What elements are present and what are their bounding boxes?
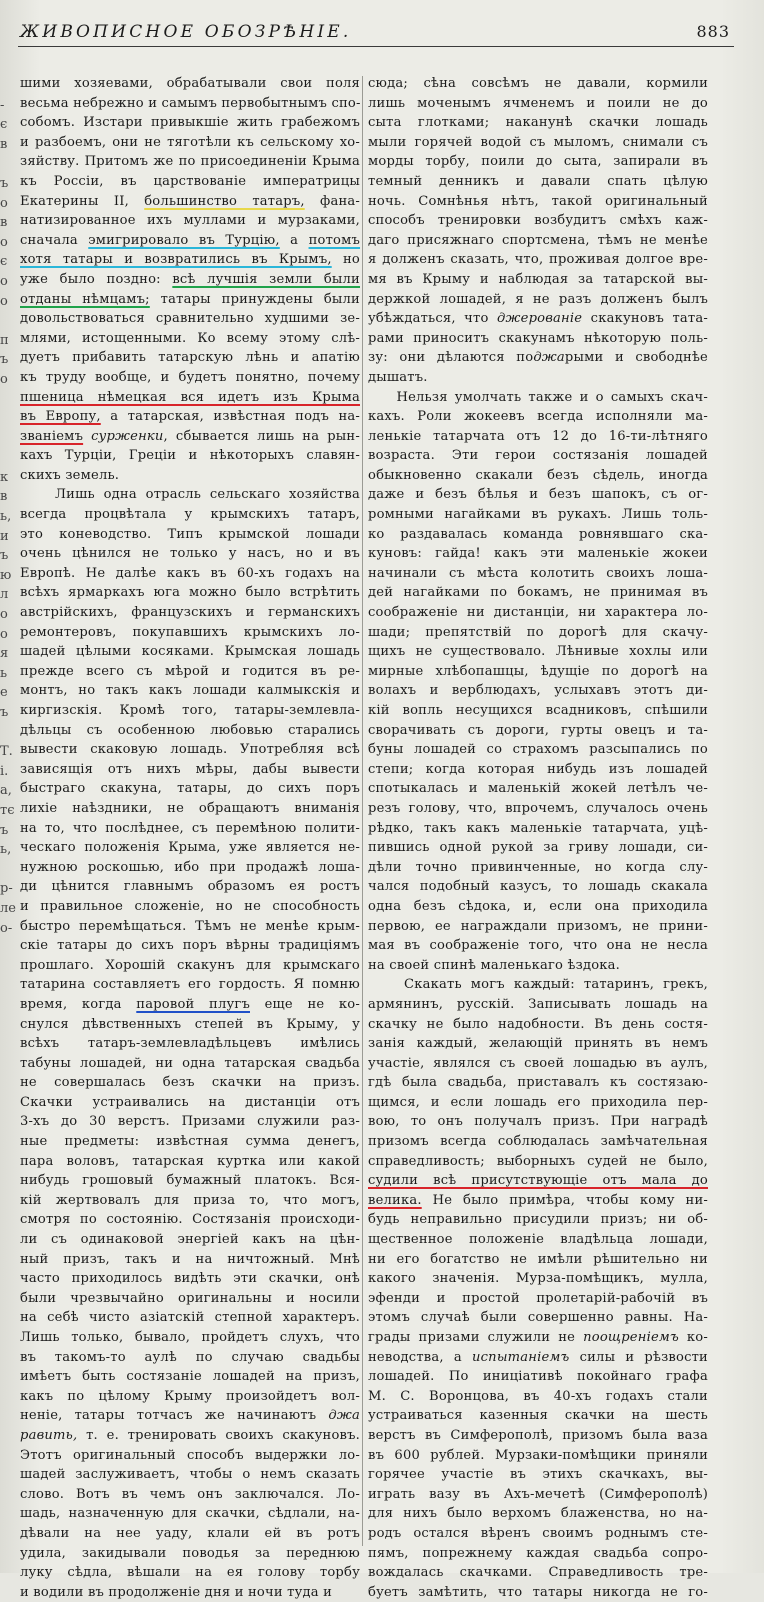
left-margin-fragments	[0, 76, 14, 1585]
right-line: темный денникъ и давали спать цѣлую	[368, 173, 708, 189]
margin-fragment: и	[0, 528, 9, 544]
right-line: дѣли точно привинченные, но когда слу-	[368, 859, 708, 875]
right-line: кахъ. Роли жокеевъ всегда исполняли ма-	[368, 409, 708, 425]
margin-fragment: о	[0, 293, 8, 309]
left-line: млями, истощенными. Ко всему этому слѣ-	[20, 330, 360, 346]
margin-fragment	[0, 429, 14, 449]
left-line: дѣльцы съ особенною любовью старались	[20, 722, 360, 738]
left-line: время, когда паровой плугъ еще не ко-	[20, 996, 360, 1012]
right-line: буны лошадей со страхомъ разсыпались по	[368, 742, 708, 758]
margin-fragment	[0, 1056, 14, 1076]
right-line: пившись одной рукой за гриву лошади, си-	[368, 840, 708, 856]
left-line: очень цѣнился не только у насъ, но и въ	[20, 546, 360, 562]
margin-fragment	[0, 1330, 14, 1350]
left-line: равить, т. е. тренировать своихъ скакуновъ.	[20, 1427, 360, 1443]
left-line: званіемъ сурженки, сбывается лишь на рын-	[20, 428, 360, 444]
left-line: къ труду вообще, и будетъ понятно, почему	[20, 369, 360, 385]
left-line: нужною роскошью, ибо при продажѣ лоша-	[20, 859, 360, 875]
margin-fragment	[0, 1467, 14, 1487]
left-line: 3-хъ до 30 верстъ. Призами служили раз-	[20, 1114, 360, 1130]
right-line: устраиваться казенныя скачки на шесть	[368, 1408, 708, 1424]
left-line: Европѣ. Не далѣе какъ въ 60-хъ годахъ на	[20, 565, 360, 581]
left-line: быстро перемѣщаться. Тѣмъ не менѣе крым-	[20, 918, 360, 934]
right-line: ни его богатство не имѣли рѣшительно ни	[368, 1251, 708, 1267]
margin-fragment	[0, 1271, 14, 1291]
left-line: были чрезвычайно оригинальны и носили	[20, 1290, 360, 1306]
margin-fragment: і.	[0, 763, 9, 779]
margin-fragment	[0, 977, 14, 997]
left-line: отданы нѣмцамъ; татары принуждены были	[20, 291, 360, 307]
left-line: шими хозяевами, обрабатывали свои поля	[20, 76, 360, 91]
margin-fragment	[0, 938, 14, 958]
margin-fragment	[0, 1291, 14, 1311]
left-line: ные предметы: извѣстная сумма денегъ,	[20, 1134, 360, 1150]
margin-fragment	[0, 1232, 14, 1252]
margin-fragment	[0, 448, 14, 468]
left-line: Этотъ оригинальный способъ выдержки ло-	[20, 1447, 360, 1463]
margin-fragment	[0, 1428, 14, 1448]
right-line: щихъ не существовало. Лѣнивые хохлы или	[368, 644, 708, 660]
left-line: вывести скаковую лошадь. Употребляя всѣ	[20, 742, 360, 758]
right-line: играть вазу въ Ахъ-мечетѣ (Симферополѣ)	[368, 1486, 708, 1502]
margin-fragment	[0, 390, 14, 410]
right-line: лошадей. По иниціативѣ покойнаго графа	[368, 1369, 708, 1385]
margin-fragment	[0, 311, 14, 331]
left-line: всѣхъ татаръ-землевладѣльцевъ имѣлись	[20, 1036, 360, 1052]
margin-fragment	[0, 1134, 14, 1154]
margin-fragment: о	[0, 371, 8, 387]
margin-fragment	[0, 1310, 14, 1330]
margin-fragment: о	[0, 273, 8, 289]
margin-fragment	[0, 1350, 14, 1370]
right-line: рѣдко, такъ какъ маленькіе татарчата, уцѣ-	[368, 820, 708, 836]
right-line: занія каждый, желающій принять въ немъ	[368, 1036, 708, 1052]
margin-fragment: е	[0, 685, 8, 701]
margin-fragment: ъ	[0, 352, 9, 368]
margin-fragment: ъ	[0, 175, 9, 191]
right-line: рами приноситъ скакунамъ нѣкоторую поль-	[368, 330, 708, 346]
right-line: куновъ: гайда! какъ эти маленькіе жокеи	[368, 546, 708, 562]
left-line: австрійскихъ, французскихъ и германскихъ	[20, 605, 360, 621]
margin-fragment: р-	[0, 881, 13, 897]
left-line: шадей заслуживаетъ, чтобы о немъ сказать	[20, 1467, 360, 1483]
left-line: табуны лошадей, ни одна татарская свадьба	[20, 1055, 360, 1071]
right-line: М. С. Воронцова, въ 40-хъ годахъ стали	[368, 1388, 708, 1404]
left-line: удила, закидывали поводья за переднюю	[20, 1545, 360, 1561]
margin-fragment	[0, 1173, 14, 1193]
left-line: въ Европу, а татарская, извѣстная подъ на-	[20, 409, 360, 425]
right-line: обыкновенно скакали безъ сѣдель, иногда	[368, 467, 708, 483]
right-line: ночь. Сомнѣнья нѣтъ, такой оригинальный	[368, 193, 708, 209]
right-line: велика. Не было примѣра, чтобы кому ни-	[368, 1192, 708, 1208]
left-line: Лишь только, бывало, пройдетъ слухъ, что	[20, 1330, 360, 1345]
margin-fragment	[0, 997, 14, 1017]
right-line: возраста. Эти герои состязанія лошадей	[368, 448, 708, 464]
left-line: и водили въ продолженіе дня и ночи туда и	[20, 1584, 333, 1600]
margin-fragment: ле	[0, 900, 16, 916]
left-line: монтъ, но такъ какъ лошади калмыкскія и	[20, 683, 360, 699]
left-line: и разбоемъ, они не тяготѣли къ сельскому хо-	[20, 134, 360, 150]
left-line: шадь, назначенную для скачки, сѣдлали, на-	[20, 1506, 360, 1522]
right-line: мирные хлѣбопашцы, ѣдущіе по дорогѣ на	[368, 663, 708, 679]
left-line: прежде всего съ мѣрой и годится въ ре-	[20, 663, 360, 679]
margin-fragment	[0, 1506, 14, 1526]
margin-fragment: є	[0, 117, 8, 133]
right-line: резъ голову, что, впрочемъ, случалось очень	[368, 800, 708, 816]
right-line: первою, ее награждали призомъ, не прини-	[368, 918, 708, 934]
margin-fragment: -	[0, 97, 5, 113]
margin-fragment	[0, 1114, 14, 1134]
left-line: имѣетъ быть состязаніе лошадей на призъ,	[20, 1369, 360, 1385]
margin-fragment: ь,	[0, 509, 12, 525]
right-line: въ 600 рублей. Мурзаки-помѣщики приняли	[368, 1447, 708, 1463]
right-line: Скакать могъ каждый: татаринъ, грекъ,	[368, 977, 708, 993]
right-line: сворачивать съ дороги, гурты овецъ и та-	[368, 722, 708, 738]
margin-fragment	[0, 860, 14, 880]
page-number: 883	[696, 22, 730, 41]
left-line: шадей цѣлыми косяками. Крымская лошадь	[20, 644, 360, 660]
right-line: ромными нагайками въ рукахъ. Лишь толь-	[368, 507, 708, 523]
right-line: участіе, являлся съ своей лошадью въ аулъ,	[368, 1055, 708, 1071]
margin-fragment: я	[0, 646, 9, 662]
margin-fragment: ь	[0, 665, 8, 681]
margin-fragment	[0, 1565, 14, 1585]
right-line: этомъ случаѣ были совершенно равны. На-	[368, 1310, 708, 1326]
left-line: какъ по цѣлому Крыму произойдетъ вол-	[20, 1388, 360, 1404]
right-line: призомъ всегда соблюдалась замѣчательная	[368, 1134, 708, 1150]
right-line: мя въ Крыму и наблюдая за татарской вы-	[368, 271, 708, 287]
left-line: дѣвали на нее уаду, клали ей въ ротъ	[20, 1525, 360, 1541]
margin-fragment: ю	[0, 567, 12, 583]
right-line: чался подобный казусъ, то лошадь скакала	[368, 879, 708, 895]
margin-fragment: о	[0, 607, 8, 623]
column-divider	[362, 76, 363, 1546]
left-line: кій жертвовалъ для приза то, что могъ,	[20, 1192, 360, 1208]
right-line: справедливость; выборныхъ судей не было,	[368, 1153, 708, 1169]
left-line: къ Россіи, въ царствованіе императрицы	[20, 173, 360, 189]
margin-fragment	[0, 1154, 14, 1174]
right-column	[368, 74, 708, 1602]
right-line: какого значенія. Мурза-помѣщикъ, мулла,	[368, 1271, 708, 1287]
right-line: скачку не было надобности. Въ день состя-	[368, 1016, 708, 1032]
left-line: пара воловъ, татарская куртка или какой	[20, 1153, 360, 1169]
left-line: быстраго скакуна, татары, до сихъ поръ	[20, 781, 360, 797]
left-line: довольствоваться сравнительно худшими зе-	[20, 311, 360, 327]
right-line: степи; когда которая нибудь изъ лошадей	[368, 761, 708, 777]
margin-fragment	[0, 76, 14, 96]
left-line: не совершалась безъ скачки на призъ.	[20, 1075, 360, 1091]
right-line: лишь моченымъ ячменемъ и поили не до	[368, 95, 708, 111]
margin-fragment	[0, 1448, 14, 1468]
left-line: Лишь одна отрасль сельскаго хозяйства	[20, 487, 360, 503]
right-line: неводства, а испытаніемъ силы и рѣзвости	[368, 1349, 708, 1365]
right-line: убѣждаться, что джерованіе скакуновъ тата-	[368, 311, 708, 327]
right-line: будь неправильно присудили призъ; ни об-	[368, 1212, 708, 1228]
margin-fragment: в	[0, 489, 8, 505]
margin-fragment: о	[0, 195, 8, 211]
left-line: снулся дѣвственныхъ степей въ Крыму, у	[20, 1016, 360, 1032]
right-line: мыли горячей водой съ мыломъ, снимали съ	[368, 134, 708, 150]
right-line: вождалась скачками. Справедливость тре-	[368, 1565, 708, 1581]
left-line: всегда процвѣтала у крымскихъ татаръ,	[20, 507, 360, 523]
left-line: хотя татары и возвратились въ Крымъ, но	[20, 252, 360, 268]
margin-fragment	[0, 1017, 14, 1037]
right-line: мая въ соображеніе того, что она не несла	[368, 938, 708, 954]
left-line: татарина составляетъ его гордость. Я помню	[20, 977, 360, 993]
right-line: на своей спинѣ маленькаго ѣздока.	[368, 957, 621, 973]
left-column	[20, 74, 360, 1602]
margin-fragment: в	[0, 215, 8, 231]
margin-fragment	[0, 1252, 14, 1272]
right-line: Нельзя умолчать также и о самыхъ скач-	[368, 389, 708, 405]
margin-fragment	[0, 1369, 14, 1389]
left-line: Екатерины II, большинство татаръ, фана-	[20, 193, 361, 209]
right-line: сыта глотками; наканунѣ скачки лошадь	[368, 115, 708, 131]
right-line: дышатъ.	[368, 369, 428, 385]
left-line: зависящія отъ нихъ мѣры, дабы вывести	[20, 761, 360, 777]
margin-fragment: тє	[0, 802, 15, 818]
left-line: и правильное сложеніе, но не способность	[20, 898, 360, 914]
right-line: соображеніе ни дистанціи, ни характера ло-	[368, 605, 708, 621]
right-line: держкой лошадей, я не разъ долженъ былъ	[368, 291, 708, 307]
margin-fragment: л	[0, 587, 9, 603]
margin-fragment	[0, 1075, 14, 1095]
right-line: для нихъ было верхомъ блаженства, но на-	[368, 1506, 708, 1522]
margin-fragment: є	[0, 254, 8, 270]
left-line: скихъ земель.	[20, 467, 120, 483]
left-line: Скачки устраивались на дистанціи отъ	[20, 1094, 360, 1110]
left-line: кахъ Турціи, Греціи и нѣкоторыхъ славян-	[20, 448, 360, 464]
margin-fragment	[0, 1036, 14, 1056]
right-line: волахъ и верблюдахъ, услыхавъ этотъ ди-	[368, 683, 708, 699]
right-line: буетъ замѣтить, что татары никогда не го-	[368, 1584, 708, 1600]
right-line: зу: они дѣлаются поджарыми и свободнѣе	[368, 350, 708, 366]
margin-fragment	[0, 1546, 14, 1566]
right-line: щественное положеніе владѣльца лошади,	[368, 1232, 708, 1248]
left-line: въ такомъ-то аулѣ по случаю свадьбы	[20, 1349, 360, 1365]
left-line: ческаго положенія Крыма, уже является не-	[20, 840, 360, 856]
left-line: зяйству. Притомъ же по присоединеніи Крыма	[20, 154, 360, 170]
right-line: шади; препятствій по дорогѣ для скачу-	[368, 624, 708, 640]
margin-fragment: ъ	[0, 548, 9, 564]
left-line: на то, что послѣднее, съ перемѣною полити-	[20, 820, 360, 836]
left-line: смотря по состоянію. Состязанія происходи-	[20, 1212, 360, 1228]
right-line: морды торбу, поили до сыта, запирали въ	[368, 154, 708, 170]
margin-fragment: Т.	[0, 744, 13, 760]
margin-fragment: п	[0, 332, 9, 348]
right-line: способъ тренировки возбудитъ смѣхъ каж-	[368, 213, 708, 229]
margin-fragment	[0, 154, 14, 174]
right-line: ко раздавалась команда ровнявшаго ска-	[368, 526, 708, 542]
left-line: ный призъ, такъ и на ничтожный. Мнѣ	[20, 1251, 360, 1267]
left-line: собомъ. Изстари привыкшіе жить грабежомъ	[20, 115, 360, 131]
left-line: ли съ одинаковой энергіей какъ на цѣн-	[20, 1232, 360, 1248]
margin-fragment: а,	[0, 783, 12, 799]
left-line: луку сѣдла, вѣшали на ея голову торбу	[20, 1565, 360, 1581]
left-line: слово. Вотъ въ чемъ онъ заключался. Ло-	[20, 1486, 360, 1502]
right-line: дей нагайками по бокамъ, не принимая въ	[368, 585, 708, 601]
margin-fragment	[0, 409, 14, 429]
margin-fragment	[0, 723, 14, 743]
margin-fragment	[0, 1526, 14, 1546]
right-line: эфенди и простой пролетарій-рабочій въ	[368, 1290, 708, 1306]
left-line: на себѣ чисто азіатскій степной характеръ.	[20, 1310, 360, 1326]
right-line: даго присяжнаго спортсмена, тѣмъ не менѣе	[368, 232, 708, 248]
right-line: грады призами служили не поощреніемъ ко-	[368, 1330, 709, 1345]
margin-fragment: ь,	[0, 842, 12, 858]
left-line: это коневодство. Типъ крымской лошади	[20, 526, 360, 542]
right-line: сюда; сѣна совсѣмъ не давали, кормили	[368, 76, 708, 91]
right-line: горячее участіе въ этихъ скачкахъ, вы-	[368, 1467, 708, 1483]
right-line: начинали съ мѣста колотить своихъ лоша-	[368, 565, 708, 581]
right-line: вою, то онъ получалъ призъ. При наградѣ	[368, 1114, 708, 1130]
right-line: верстъ въ Симферополѣ, призомъ была ваза	[368, 1427, 708, 1443]
left-line: ди цѣнится главнымъ образомъ ея ростъ	[20, 879, 360, 895]
right-line: даже и безъ бѣлья и безъ шапокъ, съ ог-	[368, 487, 708, 503]
left-line: прошлаго. Хорошій скакунъ для крымскаго	[20, 957, 360, 973]
margin-fragment	[0, 1193, 14, 1213]
left-line: уже было поздно: всѣ лучшія земли были	[20, 271, 360, 287]
right-line: армянинъ, русскій. Записывать лошадь на	[368, 996, 708, 1012]
margin-fragment: ъ	[0, 822, 9, 838]
right-line: пямъ, попрежнему каждая свадьба сопро-	[368, 1545, 708, 1561]
margin-fragment	[0, 1095, 14, 1115]
margin-fragment: в	[0, 136, 8, 152]
left-line: скіе татары до сихъ поръ вѣрны традиціямъ	[20, 938, 360, 954]
margin-fragment	[0, 1487, 14, 1507]
right-line: ленькіе татарчата отъ 12 до 16-ти-лѣтняго	[368, 428, 708, 444]
right-line: родъ остался вѣренъ своимъ роднымъ сте-	[368, 1525, 708, 1541]
left-line: киргизскія. Кромѣ того, татары-землевла-	[20, 703, 360, 718]
right-line: кій вопль несущихся всадниковъ, спѣшили	[368, 703, 708, 718]
right-line: щимся, и если лошадь его приходила пер-	[368, 1094, 708, 1110]
left-line: сначала эмигрировало въ Турцію, а потомъ	[20, 232, 361, 248]
left-line: всѣхъ ярмаркахъ юга можно было встрѣтить	[20, 585, 360, 601]
left-line: неніе, татары тотчасъ же начинаютъ джа	[20, 1408, 360, 1424]
left-line: лихіе наѣздники, не обращаютъ вниманія	[20, 800, 360, 816]
left-line: часто приходилось видѣть эти скачки, онѣ	[20, 1271, 360, 1287]
left-line: дуетъ прибавить татарскую лѣнь и апатію	[20, 350, 360, 366]
left-line: натизированное ихъ муллами и мурзаками,	[20, 213, 360, 229]
left-line: весьма небрежно и самымъ первобытнымъ спо-	[20, 95, 361, 111]
margin-fragment	[0, 1389, 14, 1409]
right-line: судили всѣ присутствующіе отъ мала до	[368, 1173, 708, 1189]
margin-fragment: к	[0, 469, 9, 485]
margin-fragment: о	[0, 234, 8, 250]
journal-title: ЖИВОПИСНОЕ ОБОЗРѢНІЕ.	[20, 22, 352, 42]
margin-fragment: о	[0, 626, 8, 642]
margin-fragment	[0, 958, 14, 978]
right-line: я долженъ сказать, что, проживая долгое вре-	[368, 252, 708, 268]
right-line: гдѣ была свадьба, приставалъ къ состязаю-	[368, 1075, 708, 1091]
left-line: ремонтеровъ, покупавшихъ крымскихъ ло-	[20, 624, 360, 640]
right-line: спотыкалась и маленькій жокей летѣлъ че-	[368, 781, 708, 797]
right-line: одна безъ сѣдока, и, если она приходила	[368, 898, 708, 914]
left-line: нибудь грошовый бумажный платокъ. Вся-	[20, 1173, 360, 1189]
left-line: пшеница нѣмецкая вся идетъ изъ Крыма	[20, 389, 360, 405]
margin-fragment: ъ	[0, 705, 9, 720]
margin-fragment	[0, 1212, 14, 1232]
margin-fragment: о-	[0, 920, 13, 936]
page-header	[18, 18, 734, 47]
margin-fragment	[0, 1408, 14, 1428]
